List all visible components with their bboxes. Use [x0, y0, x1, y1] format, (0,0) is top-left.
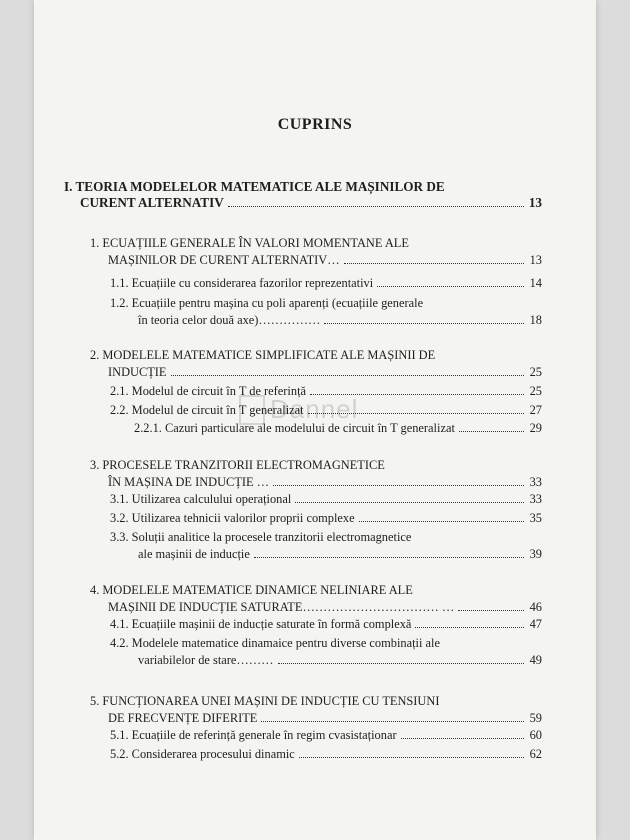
toc-entry-section-2 [90, 348, 542, 379]
toc-page-number: 18 [529, 313, 542, 327]
toc-entry-section-1 [90, 236, 542, 267]
dot-leader [273, 475, 524, 486]
dot-leader [458, 600, 524, 611]
dot-leader [295, 492, 524, 503]
book-page [34, 0, 596, 840]
toc-page-number: 25 [529, 384, 542, 398]
toc-entry-3-2 [110, 511, 542, 525]
toc-entry-2-2 [110, 403, 542, 417]
toc-entry-text: 3.2. Utilizarea tehnicii valorilor proprii complexe [110, 511, 355, 525]
dot-leader [359, 511, 524, 522]
toc-entry-line1: 1.2. Ecuațiile pentru mașina cu poli aparenți (ecuațiile generale [110, 296, 424, 310]
dot-leader [278, 653, 524, 664]
toc-page-number: 60 [529, 728, 542, 742]
toc-entry-text: 5.1. Ecuațiile de referință generale în regim cvasistaționar [110, 728, 397, 742]
toc-entry-text: 1.1. Ecuațiile cu considerarea fazorilor reprezentativi [110, 276, 374, 290]
dot-leader [377, 276, 524, 287]
dot-leader [324, 313, 524, 324]
toc-entry-text: 3.1. Utilizarea calculului operațional [110, 492, 292, 506]
toc-entry-line1: 5. FUNCȚIONAREA UNEI MAȘINI DE INDUCȚIE CU TENSIUNI [90, 694, 440, 708]
toc-entry-text: 5.2. Considerarea procesului dinamic [110, 747, 295, 761]
toc-page-number: 14 [529, 276, 542, 290]
dot-leader [308, 403, 524, 414]
toc-entry-2-1 [110, 384, 542, 398]
toc-entry-3-3 [110, 530, 542, 561]
toc-page-number: 13 [528, 195, 542, 210]
toc-entry-line1: 4. MODELELE MATEMATICE DINAMICE NELINIARE ALE [90, 583, 413, 597]
toc-page-number: 39 [529, 547, 542, 561]
toc-page-number: 27 [529, 403, 542, 417]
toc-page-number: 29 [529, 421, 542, 435]
toc-entry-section-4 [90, 583, 542, 614]
toc-page-number: 33 [529, 475, 542, 489]
toc-entry-line2: ale mașinii de inducție [138, 547, 250, 561]
toc-entry-5-2 [110, 747, 542, 761]
toc-entry-line1: 4.2. Modelele matematice dinamaice pentru diverse combinații ale [110, 636, 440, 650]
toc-entry-chapter-1 [64, 180, 542, 210]
toc-entry-3-1 [110, 492, 542, 506]
page-title: CUPRINS [277, 116, 353, 133]
toc-entry-text: 4.1. Ecuațiile mașinii de inducție saturate în formă complexă [110, 617, 412, 631]
toc-entry-line1: 2. MODELELE MATEMATICE SIMPLIFICATE ALE MAȘINII DE [90, 348, 436, 362]
toc-entry-1-2 [110, 296, 542, 327]
toc-entry-line2: INDUCȚIE [108, 365, 167, 379]
toc-page-number: 49 [529, 653, 542, 667]
toc-entry-line1: 3.3. Soluții analitice la procesele tranzitorii electromagnetice [110, 530, 412, 544]
toc-page-number: 62 [529, 747, 542, 761]
dot-leader [228, 196, 524, 207]
toc-page-number: 13 [529, 253, 542, 267]
toc-page-number: 35 [529, 511, 542, 525]
toc-entry-line2: DE FRECVENȚE DIFERITE [108, 711, 258, 725]
toc-page-number: 47 [529, 617, 542, 631]
toc-entry-text: 2.2. Modelul de circuit în T generalizat [110, 403, 304, 417]
toc-entry-line2: în teoria celor două axe)…………… [138, 313, 321, 327]
dot-leader [299, 747, 524, 758]
dot-leader [459, 421, 524, 432]
toc-entry-line2: ÎN MAȘINA DE INDUCȚIE … [108, 475, 270, 489]
toc-entry-text: 2.2.1. Cazuri particulare ale modelului de circuit în T generalizat [134, 421, 455, 435]
toc-page-number: 33 [529, 492, 542, 506]
toc-page-number: 46 [529, 600, 542, 614]
toc-entry-line2: CURENT ALTERNATIV [80, 195, 224, 210]
toc-entry-4-2 [110, 636, 542, 667]
toc-entry-line1: I. TEORIA MODELELOR MATEMATICE ALE MAȘINILOR DE [64, 179, 445, 194]
toc-entry-line1: 1. ECUAȚIILE GENERALE ÎN VALORI MOMENTANE ALE [90, 236, 409, 250]
toc-entry-text: 2.1. Modelul de circuit în T de referință [110, 384, 307, 398]
dot-leader [254, 547, 524, 558]
toc-entry-line2: MAȘINILOR DE CURENT ALTERNATIV… [108, 253, 340, 267]
toc-entry-4-1 [110, 617, 542, 631]
toc-page-number: 25 [529, 365, 542, 379]
watermark: Dannel [270, 394, 359, 424]
toc-page-number: 59 [529, 711, 542, 725]
toc-entry-section-3 [90, 458, 542, 489]
toc-entry-2-2-1 [134, 421, 542, 435]
toc-entry-line2: MAȘINII DE INDUCȚIE SATURATE…………………………… … [108, 600, 455, 614]
dot-leader [261, 711, 524, 722]
toc-entry-line2: variabilelor de stare……… [138, 653, 274, 667]
toc-entry-section-5 [90, 694, 542, 725]
dot-leader [401, 728, 524, 739]
toc-entry-1-1 [110, 276, 542, 290]
toc-entry-line1: 3. PROCESELE TRANZITORII ELECTROMAGNETICE [90, 458, 385, 472]
dot-leader [415, 617, 524, 628]
dot-leader [344, 253, 524, 264]
dot-leader [171, 365, 525, 376]
toc-entry-5-1 [110, 728, 542, 742]
dot-leader [310, 384, 524, 395]
